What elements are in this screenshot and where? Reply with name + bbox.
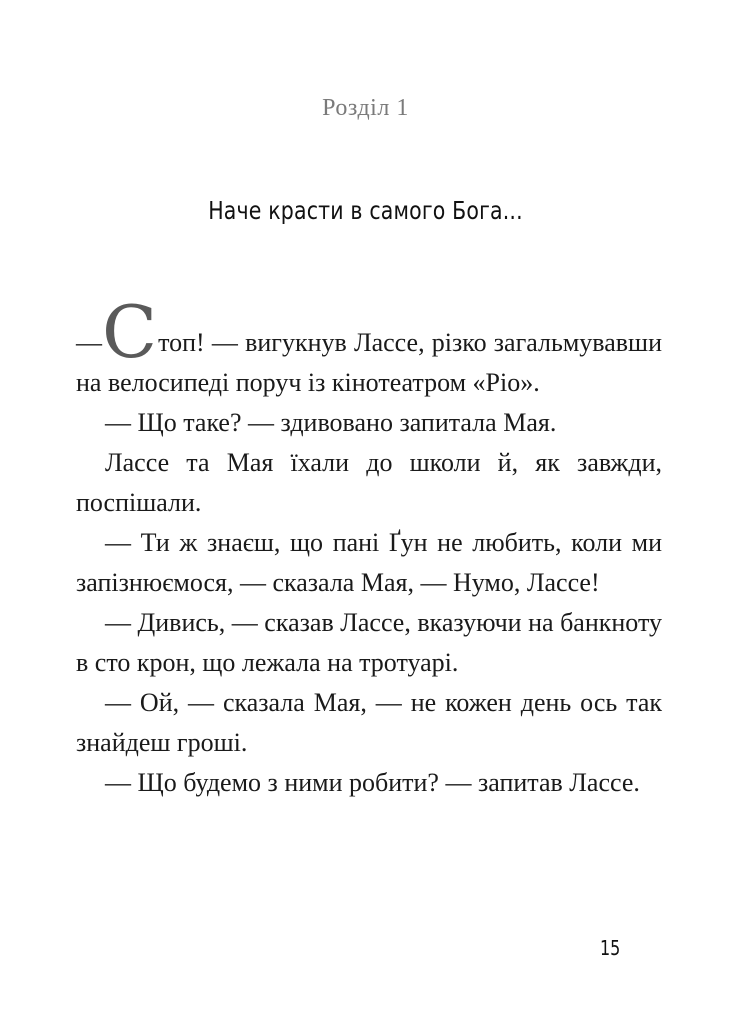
page-number: 15: [600, 936, 621, 960]
opening-dash: —: [76, 328, 102, 357]
chapter-title: Наче красти в самого Бога...: [208, 196, 523, 225]
paragraph-1: [76, 290, 662, 403]
chapter-label: Розділ 1: [322, 95, 409, 121]
story-text: [76, 290, 662, 803]
drop-cap-letter: С: [102, 290, 158, 374]
paragraph-3: Лассе та Мая їхали до школи й, як завжди, поспішали.: [76, 448, 662, 517]
paragraph-7: — Що будемо з ними робити? — запитав Лассе.: [105, 768, 640, 797]
paragraph-5: — Дивись, — сказав Лассе, вказуючи на банкноту в сто крон, що лежала на тротуарі.: [76, 608, 662, 677]
paragraph-4: — Ти ж знаєш, що пані Ґун не любить, коли ми запізнюємося, — сказала Мая, — Нумо, Лассе!: [76, 528, 662, 597]
paragraph-2: — Що таке? — здивовано запитала Мая.: [105, 408, 557, 437]
paragraph-6: — Ой, — сказала Мая, — не кожен день ось так знайдеш гроші.: [76, 688, 662, 757]
paragraph-1-text: топ! — вигукнув Лассе, різко загальмувавши на велосипеді поруч із кінотеатром «Ріо».: [76, 328, 662, 397]
